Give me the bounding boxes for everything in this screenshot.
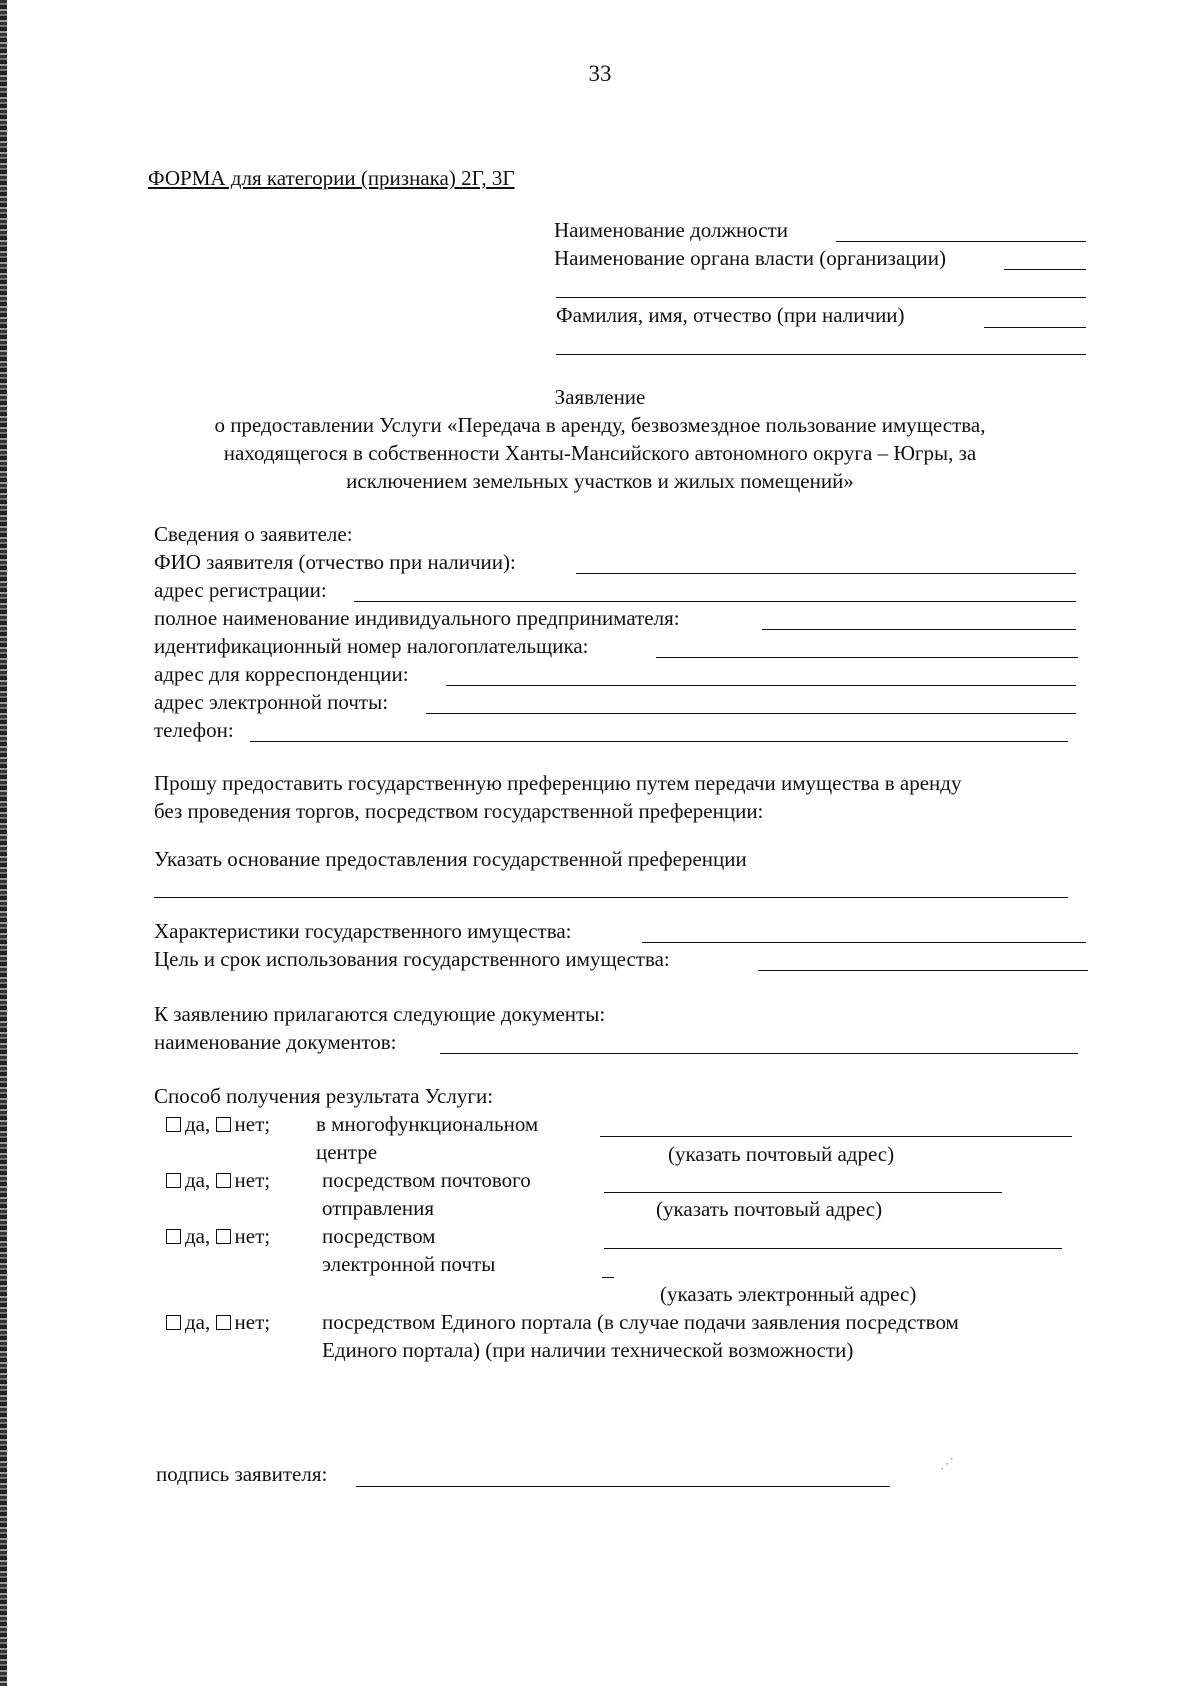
documents-names-field[interactable] xyxy=(440,1053,1078,1054)
portal-choice xyxy=(166,1310,270,1334)
portal-no-checkbox[interactable] xyxy=(216,1315,231,1330)
signature-label: подпись заявителя: xyxy=(156,1462,328,1486)
yes-label: да, xyxy=(185,1224,211,1248)
authority-field-2[interactable] xyxy=(556,297,1086,298)
applicant-fio-label: ФИО заявителя (отчество при наличии): xyxy=(154,550,516,574)
mfc-label-1: в многофункциональном xyxy=(316,1112,539,1136)
applicant-fio-field[interactable] xyxy=(576,573,1076,574)
documents-heading: К заявлению прилагаются следующие документы: xyxy=(154,1002,606,1026)
statement-title: Заявление xyxy=(554,385,646,409)
email-address-tick xyxy=(602,1277,614,1278)
fio-label: Фамилия, имя, отчество (при наличии) xyxy=(556,303,905,327)
phone-label: телефон: xyxy=(154,718,234,742)
reg-address-field[interactable] xyxy=(354,601,1076,602)
no-label: нет; xyxy=(234,1112,271,1136)
position-label: Наименование должности xyxy=(554,218,788,242)
yes-label: да, xyxy=(185,1310,211,1334)
request-line-2: без проведения торгов, посредством государственной преференции: xyxy=(154,799,764,823)
result-heading: Способ получения результата Услуги: xyxy=(154,1084,494,1108)
authority-label: Наименование органа власти (организации) xyxy=(554,246,946,270)
no-label: нет; xyxy=(234,1310,271,1334)
yes-label: да, xyxy=(185,1112,211,1136)
post-label-2: отправления xyxy=(322,1196,435,1220)
inn-label: идентификационный номер налогоплательщика: xyxy=(154,634,589,658)
post-no-checkbox[interactable] xyxy=(216,1173,231,1188)
ip-name-label: полное наименование индивидуального предпринимателя: xyxy=(154,606,680,630)
post-label-1: посредством почтового xyxy=(322,1168,531,1192)
email-method-label-2: электронной почты xyxy=(322,1252,496,1276)
email-choice xyxy=(166,1224,270,1248)
characteristics-field[interactable] xyxy=(642,942,1086,943)
request-line-1: Прошу предоставить государственную преференцию путем передачи имущества в аренду xyxy=(154,771,962,795)
mail-address-label: адрес для корреспонденции: xyxy=(154,662,409,686)
documents-names-label: наименование документов: xyxy=(154,1030,397,1054)
portal-label-2: Единого портала) (при наличии технической возможности) xyxy=(322,1338,854,1362)
mfc-hint: (указать почтовый адрес) xyxy=(668,1142,895,1166)
page-number: 33 xyxy=(588,61,612,86)
mfc-address-field[interactable] xyxy=(600,1136,1072,1137)
statement-line-2: находящегося в собственности Ханты-Мансийского автономного округа – Югры, за xyxy=(223,441,977,465)
mfc-yes-checkbox[interactable] xyxy=(166,1117,181,1132)
email-field[interactable] xyxy=(426,713,1076,714)
characteristics-label: Характеристики государственного имущества: xyxy=(154,919,572,943)
statement-line-3: исключением земельных участков и жилых помещений» xyxy=(346,469,854,493)
fio-field[interactable] xyxy=(984,327,1086,328)
email-no-checkbox[interactable] xyxy=(216,1229,231,1244)
scan-edge xyxy=(0,0,7,1686)
applicant-heading: Сведения о заявителе: xyxy=(154,522,353,546)
basis-field[interactable] xyxy=(154,897,1068,898)
position-field[interactable] xyxy=(836,241,1086,242)
mfc-choice xyxy=(166,1112,270,1136)
purpose-label: Цель и срок использования государственного имущества: xyxy=(154,947,670,971)
mail-address-field[interactable] xyxy=(446,685,1076,686)
mfc-no-checkbox[interactable] xyxy=(216,1117,231,1132)
yes-label: да, xyxy=(185,1168,211,1192)
basis-label: Указать основание предоставления государственной преференции xyxy=(154,847,747,871)
no-label: нет; xyxy=(234,1224,271,1248)
email-method-label-1: посредством xyxy=(322,1224,436,1248)
purpose-field[interactable] xyxy=(758,970,1088,971)
no-label: нет; xyxy=(234,1168,271,1192)
scan-speck: ⋰ xyxy=(940,1457,954,1472)
post-yes-checkbox[interactable] xyxy=(166,1173,181,1188)
email-address-field[interactable] xyxy=(604,1248,1062,1249)
post-choice xyxy=(166,1168,270,1192)
statement-line-1: о предоставлении Услуги «Передача в аренду, безвозмездное пользование имущества, xyxy=(214,413,986,437)
email-label: адрес электронной почты: xyxy=(154,690,389,714)
post-address-field[interactable] xyxy=(604,1192,1002,1193)
form-title: ФОРМА для категории (признака) 2Г, 3Г xyxy=(148,166,515,190)
fio-field-2[interactable] xyxy=(556,354,1086,355)
portal-label-1: посредством Единого портала (в случае подачи заявления посредством xyxy=(322,1310,959,1334)
post-hint: (указать почтовый адрес) xyxy=(656,1197,883,1221)
portal-yes-checkbox[interactable] xyxy=(166,1315,181,1330)
phone-field[interactable] xyxy=(250,741,1068,742)
authority-field[interactable] xyxy=(1004,269,1086,270)
reg-address-label: адрес регистрации: xyxy=(154,578,327,602)
signature-field[interactable] xyxy=(356,1486,890,1487)
inn-field[interactable] xyxy=(656,657,1078,658)
mfc-label-2: центре xyxy=(316,1140,378,1164)
email-hint: (указать электронный адрес) xyxy=(660,1282,917,1306)
email-yes-checkbox[interactable] xyxy=(166,1229,181,1244)
ip-name-field[interactable] xyxy=(762,629,1076,630)
